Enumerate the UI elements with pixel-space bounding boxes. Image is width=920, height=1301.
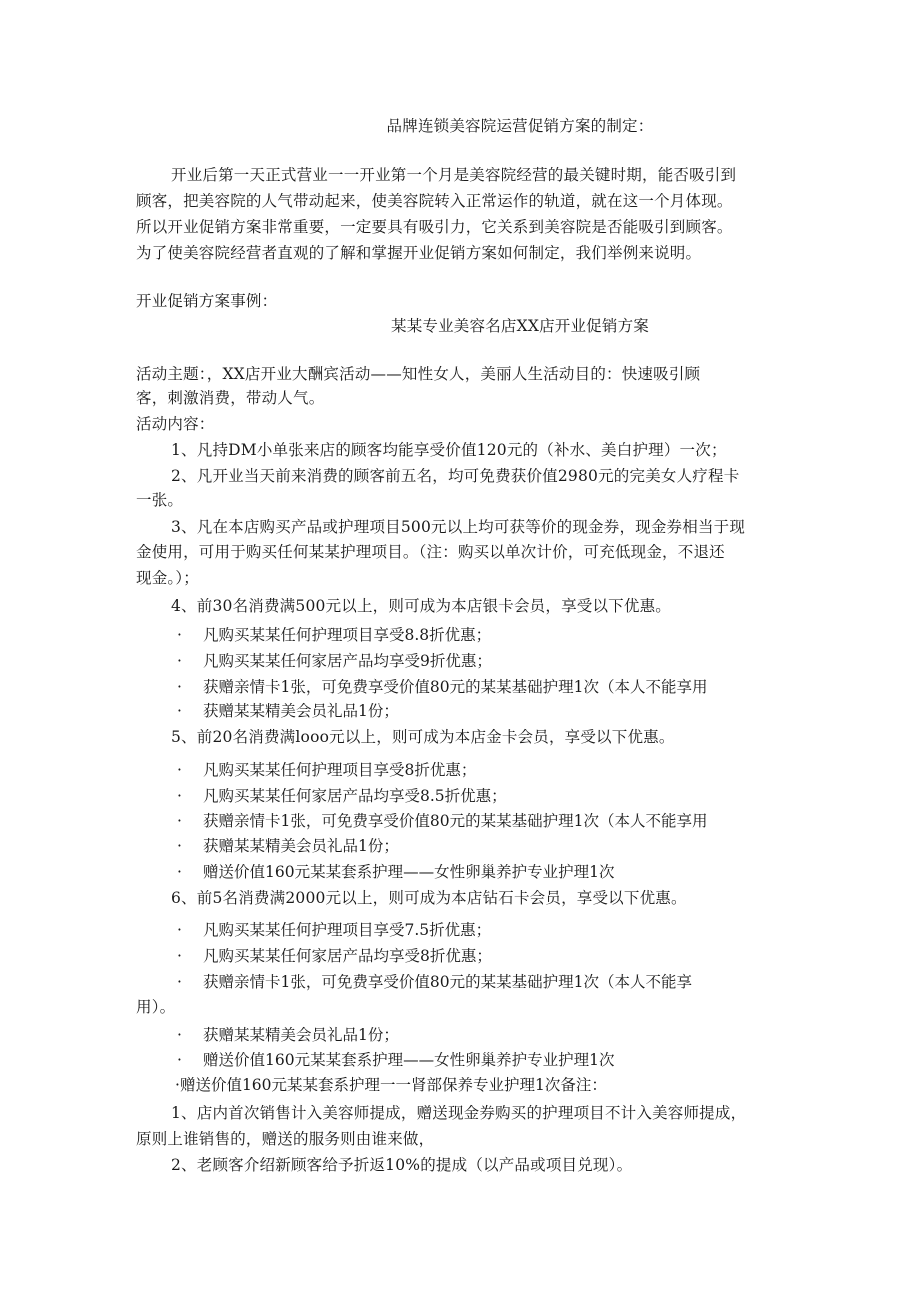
bullet-icon: · (177, 973, 182, 991)
bullet-icon: · (177, 1051, 182, 1069)
list-item-wrap: 用）。 (136, 998, 176, 1016)
plan-title: 某某专业美容名店XX店开业促销方案 (391, 317, 649, 335)
example-label: 开业促销方案事例： (136, 292, 278, 310)
item-5: 5、前20名消费满looo元以上，则可成为本店金卡会员，享受以下优惠。 (171, 728, 675, 746)
note-2: 2、老顾客介绍新顾客给予折返10%的提成（以产品或项目兑现）。 (171, 1156, 633, 1174)
intro-line: 顾客，把美容院的人气带动起来，使美容院转入正常运作的轨道，就在这一个月体现。 (136, 192, 733, 210)
bullet-icon: · (177, 812, 182, 830)
list-item: · 获赠亲情卡1张，可免费享受价值80元的某某基础护理1次（本人不能享用 (177, 809, 707, 833)
intro-line: 开业后第一天正式营业一一开业第一个月是美容院经营的最关键时期，能否吸引到 (171, 166, 737, 184)
theme-line: 客，刺激消费，带动人气。 (136, 389, 325, 407)
item-1: 1、凡持DM小单张来店的顾客均能享受价值120元的（补水、美白护理）一次； (171, 441, 727, 459)
document-title: 品牌连锁美容院运营促销方案的制定： (386, 117, 654, 135)
item-4: 4、前30名消费满500元以上，则可成为本店银卡会员，享受以下优惠。 (171, 597, 671, 615)
intro-line: 为了使美容院经营者直观的了解和掌握开业促销方案如何制定，我们举例来说明。 (136, 244, 702, 262)
list-item: · 凡购买某某任何家居产品均享受8.5折优惠； (177, 784, 507, 808)
note-1-wrap: 原则上谁销售的，赠送的服务则由谁来做， (136, 1130, 435, 1148)
list-item: · 获赠某某精美会员礼品1份； (177, 699, 399, 723)
intro-line: 所以开业促销方案非常重要，一定要具有吸引力，它关系到美容院是否能吸引到顾客。 (136, 218, 733, 236)
bullet-icon: · (175, 1076, 180, 1094)
list-item: · 凡购买某某任何家居产品均享受8折优惠； (177, 944, 492, 968)
item-3: 3、凡在本店购买产品或护理项目500元以上均可获等价的现金券，现金券相当于现 (171, 518, 746, 536)
list-item: · 获赠某某精美会员礼品1份； (177, 834, 399, 858)
bullet-icon: · (177, 947, 182, 965)
bullet-icon: · (177, 702, 182, 720)
item-2: 2、凡开业当天前来消费的顾客前五名，均可免费获价值2980元的完美女人疗程卡 (171, 467, 740, 485)
list-item: · 凡购买某某任何护理项目享受8.8折优惠； (177, 623, 491, 647)
bullet-icon: · (177, 837, 182, 855)
bullet-icon: · (177, 1026, 182, 1044)
list-item: · 凡购买某某任何家居产品均享受9折优惠； (177, 649, 492, 673)
list-item: · 获赠亲情卡1张，可免费享受价值80元的某某基础护理1次（本人不能享用 (177, 675, 707, 699)
bullet-icon: · (177, 787, 182, 805)
item-6: 6、前5名消费满2000元以上，则可成为本店钻石卡会员，享受以下优惠。 (171, 889, 687, 907)
bullet-icon: · (177, 626, 182, 644)
list-item: · 获赠亲情卡1张，可免费享受价值80元的某某基础护理1次（本人不能享 (177, 970, 692, 994)
list-item: ·赠送价值160元某某套系护理一一肾部保养专业护理1次备注： (175, 1076, 607, 1094)
bullet-icon: · (177, 921, 182, 939)
bullet-icon: · (177, 761, 182, 779)
bullet-icon: · (177, 863, 182, 881)
list-item: · 凡购买某某任何护理项目享受8折优惠； (177, 758, 476, 782)
theme-line: 活动主题：，XX店开业大酬宾活动——知性女人，美丽人生活动目的：快速吸引顾 (136, 365, 701, 383)
bullet-icon: · (177, 678, 182, 696)
content-label: 活动内容： (136, 415, 215, 433)
item-3-wrap: 现金。）； (136, 569, 200, 587)
note-1: 1、店内首次销售计入美容师提成，赠送现金券购买的护理项目不计入美容师提成， (171, 1104, 747, 1122)
list-item: · 获赠某某精美会员礼品1份； (177, 1023, 399, 1047)
item-2-wrap: 一张。 (136, 491, 184, 509)
list-item: · 赠送价值160元某某套系护理——女性卵巢养护专业护理1次 (177, 1048, 614, 1072)
list-item: · 赠送价值160元某某套系护理——女性卵巢养护专业护理1次 (177, 860, 614, 884)
list-item: · 凡购买某某任何护理项目享受7.5折优惠； (177, 918, 491, 942)
bullet-icon: · (177, 652, 182, 670)
item-3-wrap: 金使用，可用于购买任何某某护理项目。（注：购买以单次计价，可充低现金，不退还 (136, 543, 725, 561)
